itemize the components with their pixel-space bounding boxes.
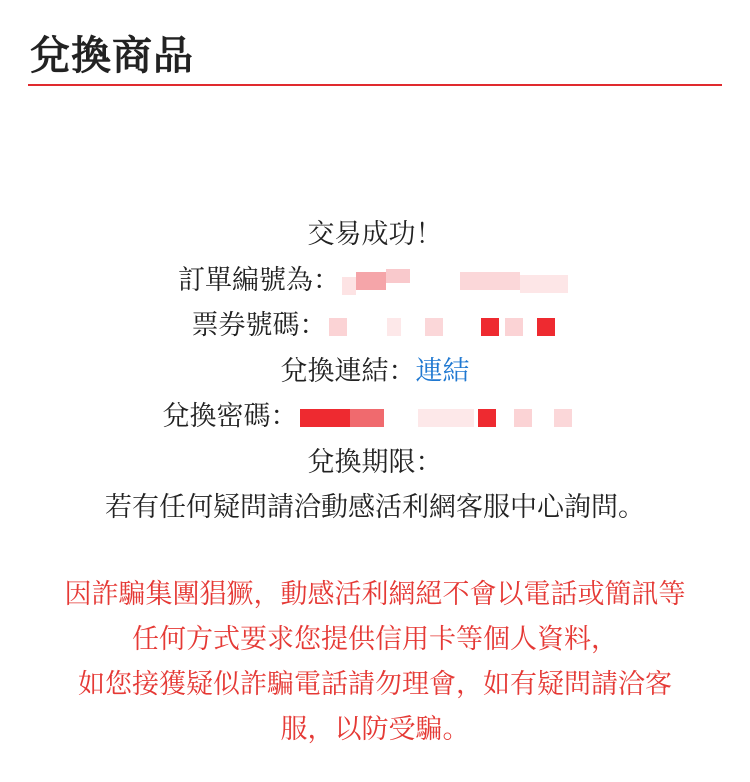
order-number-row xyxy=(0,258,750,304)
fraud-warning-line: 服，以防受騙。 xyxy=(280,714,470,745)
fraud-warning-line: 如您接獲疑似詐騙電話請勿理會，如有疑問請洽客 xyxy=(78,669,672,700)
fraud-warning xyxy=(20,572,730,752)
support-note: 若有任何疑問請洽動感活利網客服中心詢問。 xyxy=(105,492,645,523)
redeem-password-redacted xyxy=(298,406,588,430)
fraud-warning-line: 因詐騙集團猖獗，動感活利網絕不會以電話或簡訊等 xyxy=(64,579,686,610)
redeem-deadline-label: 兌換期限： xyxy=(307,446,443,478)
redeem-link-row xyxy=(0,349,750,395)
redeem-link[interactable]: 連結 xyxy=(415,355,470,387)
redeem-link-label: 兌換連結： xyxy=(280,355,416,387)
redeem-deadline-row xyxy=(0,440,750,486)
transaction-result xyxy=(0,212,750,531)
order-number-redacted xyxy=(340,269,572,293)
transaction-status: 交易成功！ xyxy=(307,219,443,250)
ticket-number-redacted xyxy=(327,315,559,339)
ticket-number-label: 票券號碼： xyxy=(191,310,327,341)
redeem-password-row xyxy=(0,394,750,440)
ticket-number-row xyxy=(0,303,750,349)
redeem-password-label: 兌換密碼： xyxy=(162,401,298,432)
page-title: 兌換商品 xyxy=(30,33,194,79)
fraud-warning-line: 任何方式要求您提供信用卡等個人資料， xyxy=(132,624,618,655)
order-number-label: 訂單編號為： xyxy=(178,264,340,296)
title-divider xyxy=(28,84,722,86)
